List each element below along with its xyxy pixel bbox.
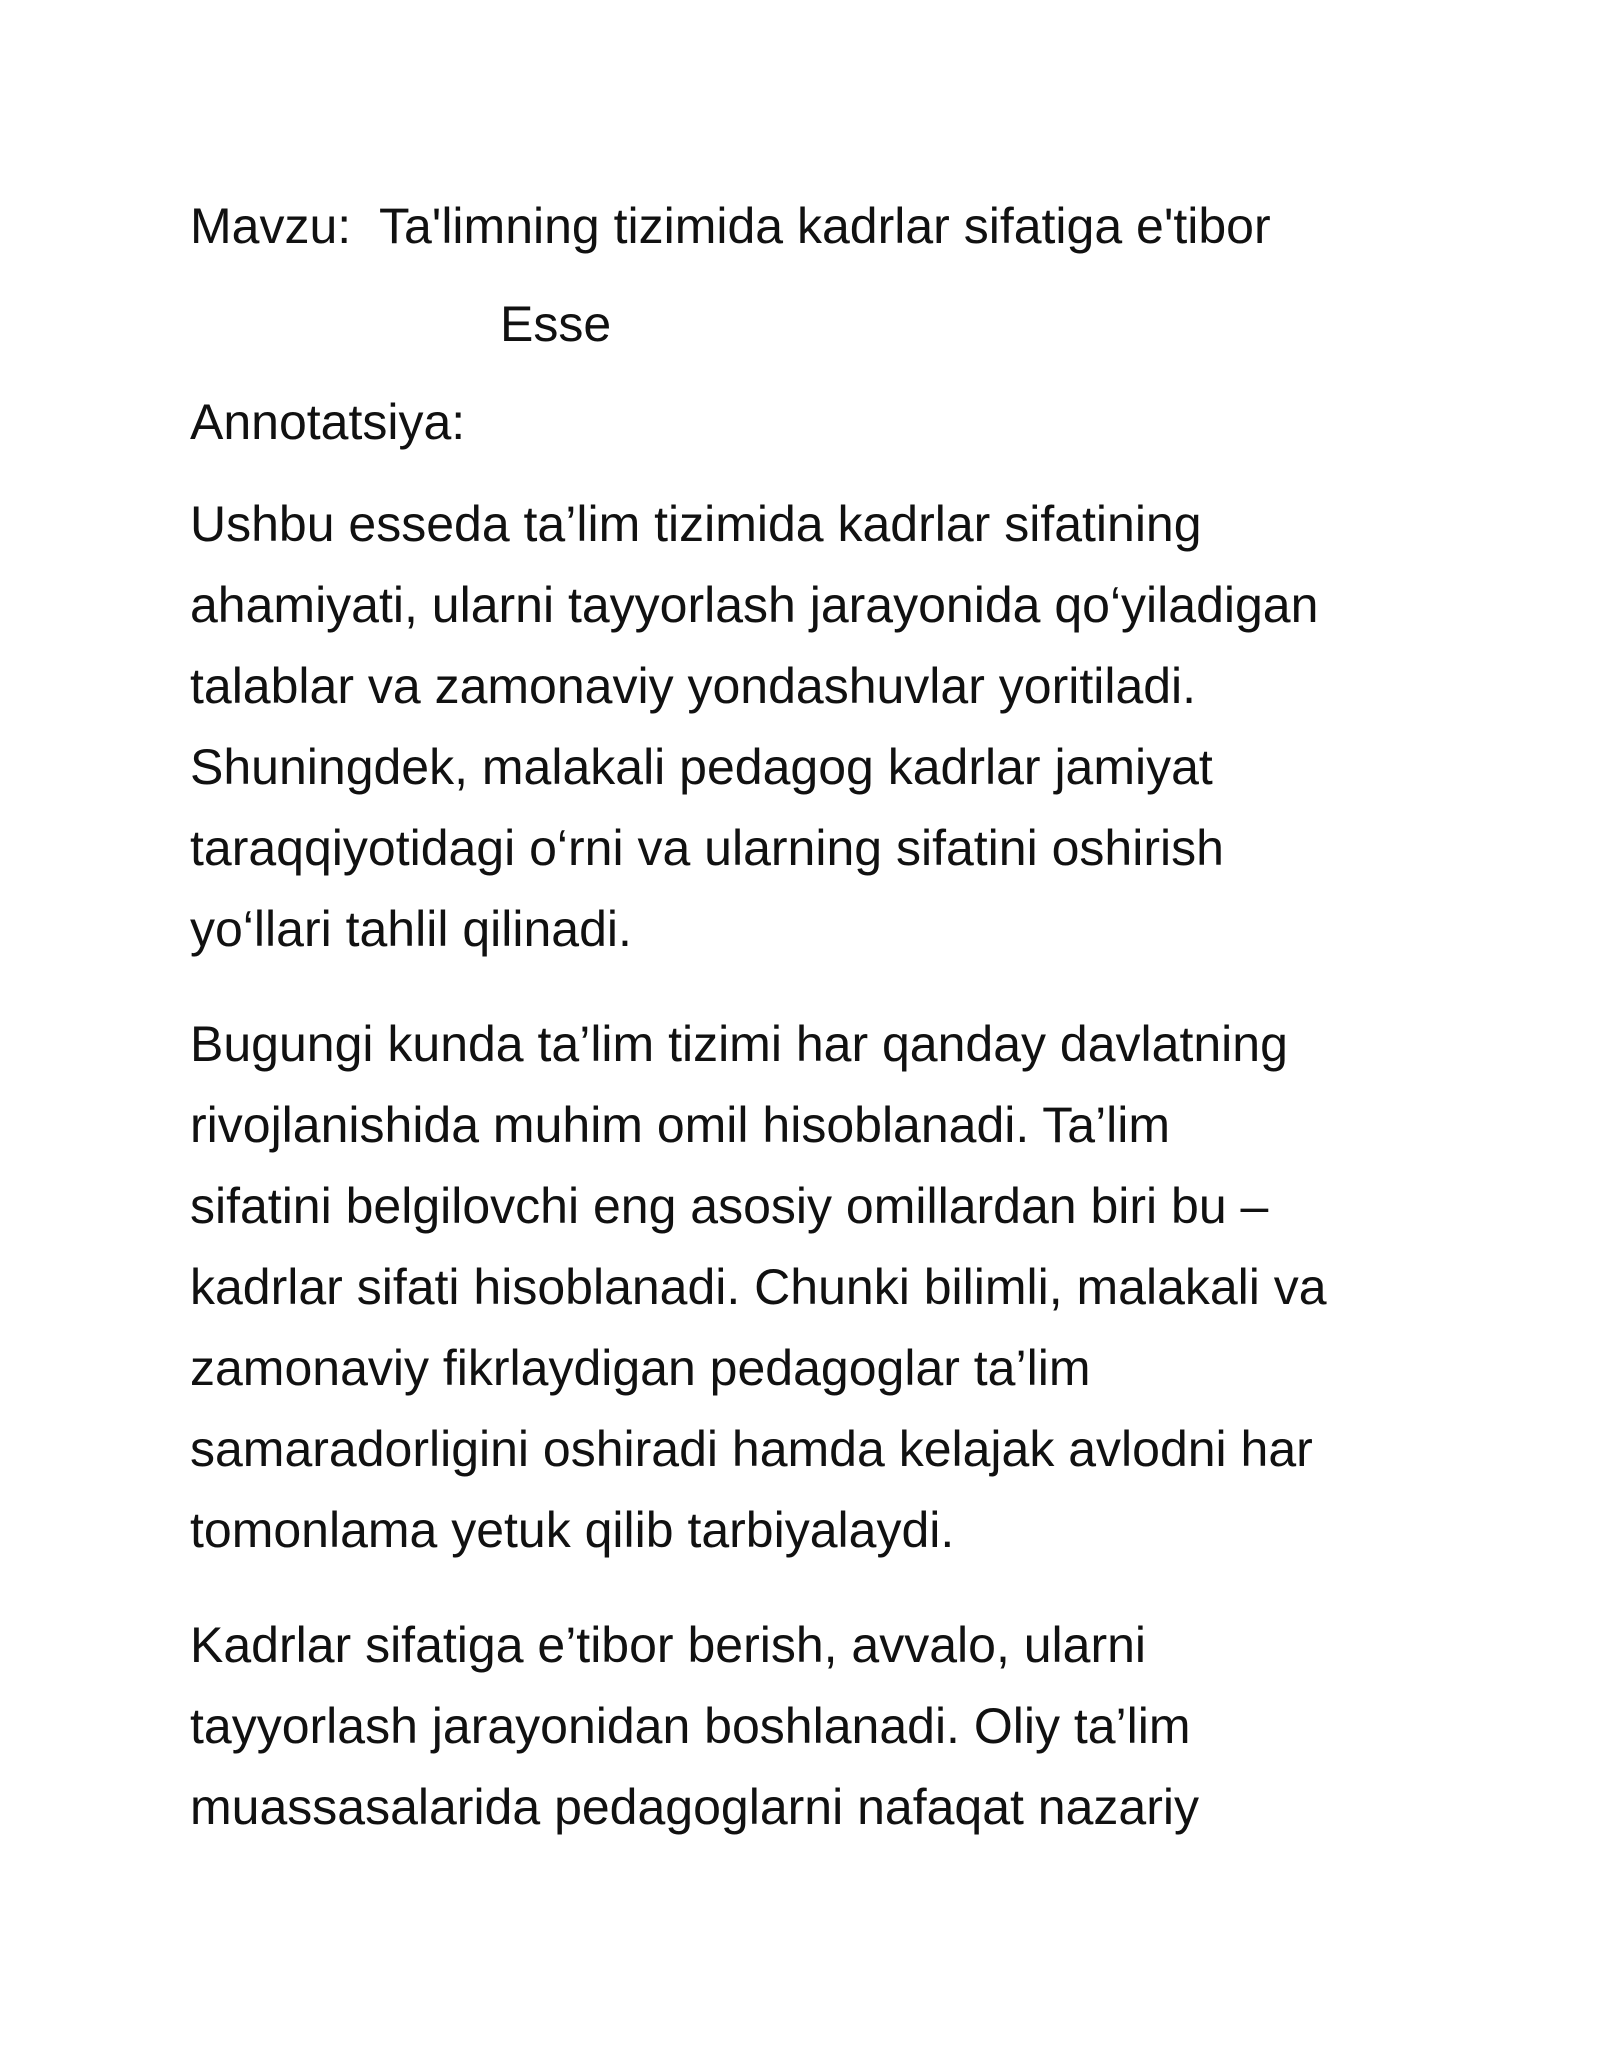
document-title — [190, 190, 1420, 262]
paragraph-line: samaradorligini oshiradi hamda kelajak avlodni har — [190, 1421, 1313, 1477]
paragraph-line: Kadrlar sifatiga e’tibor berish, avvalo, ularni — [190, 1617, 1147, 1673]
paragraph-line: tomonlama yetuk qilib tarbiyalaydi. — [190, 1502, 955, 1558]
paragraph-line: muassasalarida pedagoglarni nafaqat nazariy — [190, 1779, 1199, 1835]
paragraph-line: Ushbu esseda ta’lim tizimida kadrlar sifatining — [190, 496, 1202, 552]
paragraph-line: Shuningdek, malakali pedagog kadrlar jamiyat — [190, 739, 1213, 795]
paragraph-annotation — [190, 484, 1420, 970]
paragraph-line: tayyorlash jarayonidan boshlanadi. Oliy ta’lim — [190, 1698, 1191, 1754]
paragraph-line: yo‘llari tahlil qilinadi. — [190, 901, 632, 957]
paragraph-line: rivojlanishida muhim omil hisoblanadi. Ta’lim — [190, 1097, 1171, 1153]
paragraph-body — [190, 1605, 1420, 1848]
paragraph-line: zamonaviy fikrlaydigan pedagoglar ta’lim — [190, 1340, 1091, 1396]
title-prefix: Mavzu: — [190, 198, 352, 254]
paragraph-introduction — [190, 1004, 1420, 1571]
paragraph-line: sifatini belgilovchi eng asosiy omillardan biri bu – — [190, 1178, 1269, 1234]
paragraph-line: kadrlar sifati hisoblanadi. Chunki bilimli, malakali va — [190, 1259, 1327, 1315]
annotation-label: Annotatsiya: — [190, 394, 466, 450]
document-body — [190, 190, 1420, 1882]
paragraph-line: talablar va zamonaviy yondashuvlar yoritiladi. — [190, 658, 1197, 714]
title-text: Ta'limning tizimida kadrlar sifatiga e'tibor — [378, 198, 1271, 254]
paragraph-line: Bugungi kunda ta’lim tizimi har qanday davlatning — [190, 1016, 1288, 1072]
document-subtitle: Esse — [500, 296, 612, 352]
paragraph-line: ahamiyati, ularni tayyorlash jarayonida qo‘yiladigan — [190, 577, 1319, 633]
paragraph-line: taraqqiyotidagi o‘rni va ularning sifatini oshirish — [190, 820, 1224, 876]
